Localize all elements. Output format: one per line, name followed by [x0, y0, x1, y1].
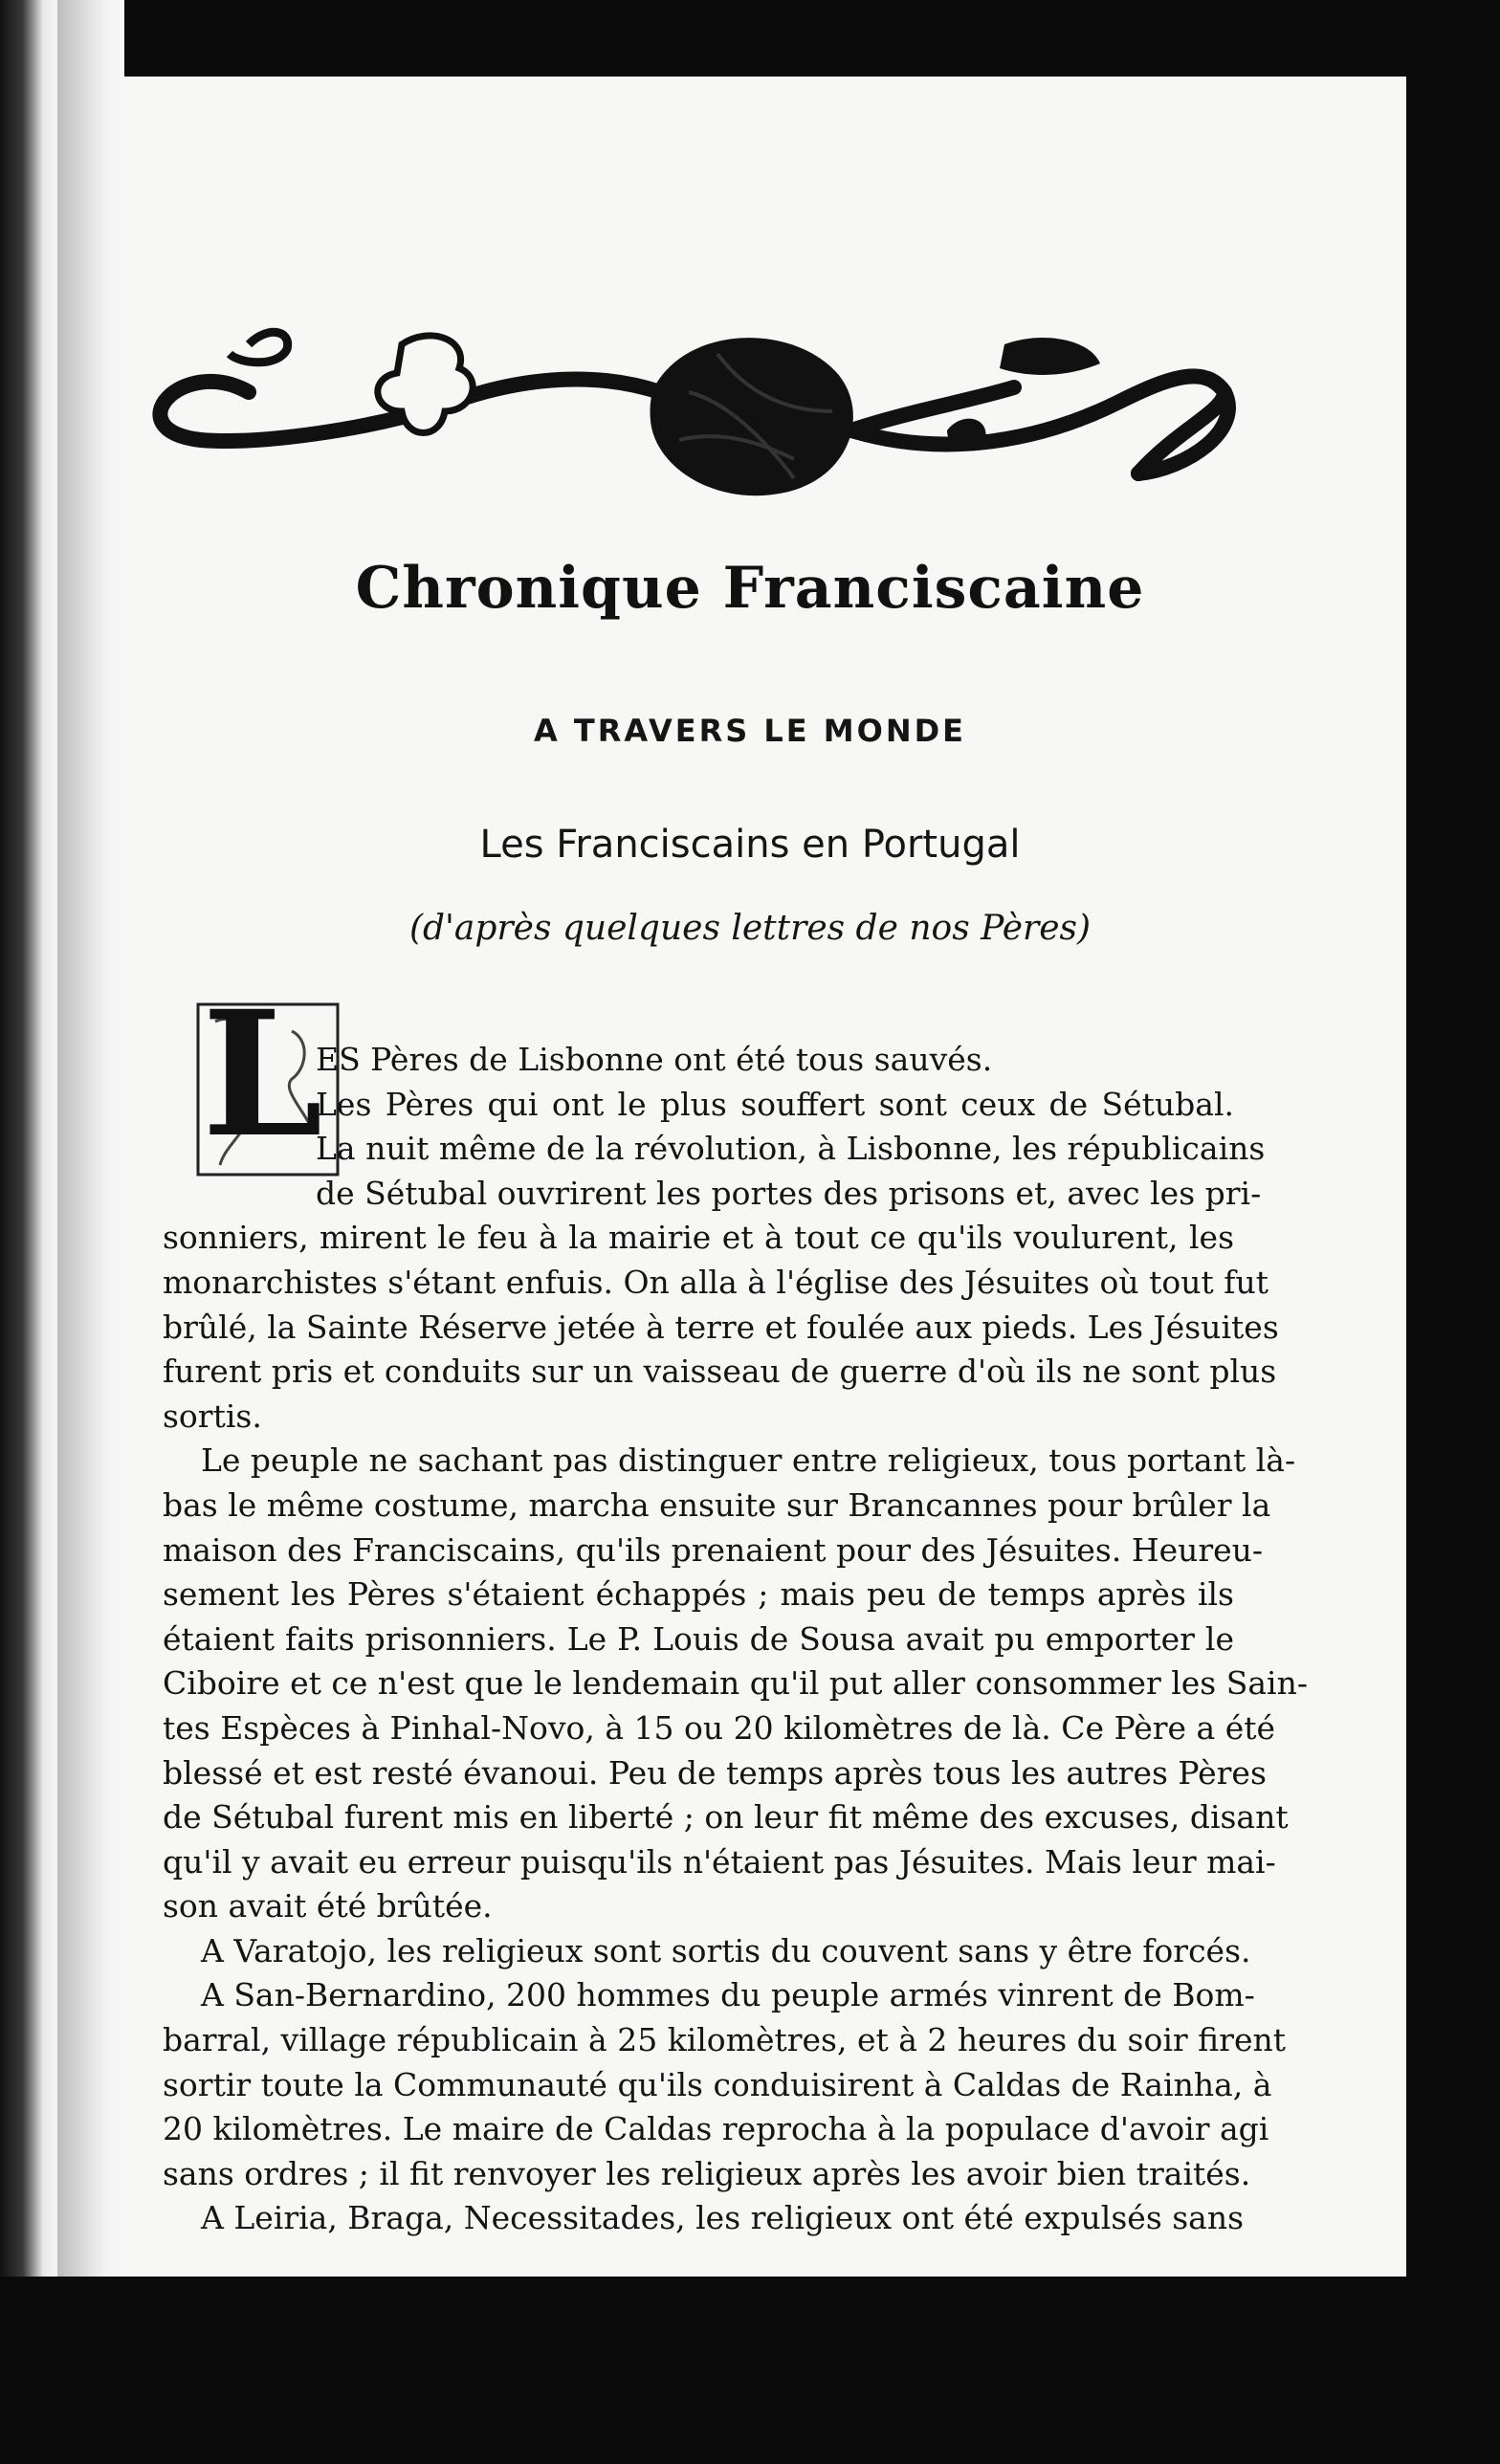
- paragraph: [163, 1929, 1251, 1974]
- section-heading: A TRAVERS LE MONDE: [533, 713, 967, 749]
- article-body: [163, 1038, 1308, 2241]
- page-title: Chronique Franciscaine: [355, 555, 1145, 622]
- text-line: furent pris et conduits sur un vaisseau de guerre d'où ils ne sont plus: [163, 1353, 1277, 1391]
- scan-border: [0, 2277, 1500, 2464]
- paragraph: [163, 2196, 1245, 2241]
- text-line: barral, village républicain à 25 kilomètres, et à 2 heures du soir firent: [163, 2021, 1286, 2059]
- text-line: étaient faits prisonniers. Le P. Louis de Sousa avait pu emporter le: [163, 1619, 1234, 1658]
- text-line: sement les Pères s'étaient échappés ; mais peu de temps après ils: [163, 1575, 1234, 1614]
- text-line: A Leiria, Braga, Necessitades, les religieux ont été expulsés sans: [201, 2199, 1245, 2237]
- text-line: 20 kilomètres. Le maire de Caldas reprocha à la populace d'avoir agi: [163, 2110, 1269, 2148]
- text-line: A San-Bernardino, 200 hommes du peuple armés vinrent de Bom-: [201, 1976, 1255, 2014]
- text-line: Ciboire et ce n'est que le lendemain qu'il put aller consommer les Sain-: [163, 1664, 1308, 1703]
- text-line: tes Espèces à Pinhal-Novo, à 15 ou 20 kilomètres de là. Ce Père a été: [163, 1708, 1276, 1747]
- text-line: Le peuple ne sachant pas distinguer entre religieux, tous portant là-: [201, 1441, 1296, 1480]
- text-line: sortir toute la Communauté qu'ils conduisirent à Caldas de Rainha, à: [163, 2065, 1272, 2103]
- book-edge: [0, 0, 57, 2464]
- article-subtitle: (d'après quelques lettres de nos Pères): [408, 909, 1092, 948]
- text-line: de Sétubal furent mis en liberté ; on leur fit même des excuses, disant: [163, 1798, 1289, 1837]
- paragraph: [163, 1973, 1286, 2196]
- dropcap-letter: L: [202, 974, 323, 1176]
- text-line: A Varatojo, les religieux sont sortis du couvent sans y être forcés.: [201, 1931, 1251, 1969]
- text-line: sortis.: [163, 1397, 262, 1435]
- text-line: La nuit même de la révolution, à Lisbonne, les républicains: [316, 1130, 1266, 1168]
- text-line: qu'il y avait eu erreur puisqu'ils n'étaient pas Jésuites. Mais leur mai-: [163, 1842, 1276, 1881]
- text-line: ES Pères de Lisbonne ont été tous sauvés.: [316, 1041, 993, 1078]
- text-line: monarchistes s'étant enfuis. On alla à l'église des Jésuites où tout fut: [163, 1263, 1269, 1301]
- text-line: brûlé, la Sainte Réserve jetée à terre et foulée aux pieds. Les Jésuites: [163, 1308, 1279, 1346]
- article-title: Les Franciscains en Portugal: [479, 823, 1021, 867]
- text-line: sonniers, mirent le feu à la mairie et à tout ce qu'ils voulurent, les: [163, 1219, 1234, 1257]
- text-line: blessé et est resté évanoui. Peu de temps après tous les autres Pères: [163, 1753, 1267, 1792]
- paragraph: [163, 1038, 1279, 1439]
- text-line: son avait été brûtée.: [163, 1887, 493, 1925]
- text-line: de Sétubal ouvrirent les portes des prisons et, avec les pri-: [316, 1174, 1262, 1212]
- text-line: maison des Franciscains, qu'ils prenaient pour des Jésuites. Heureu-: [163, 1530, 1264, 1569]
- paragraph: [163, 1439, 1308, 1929]
- text-line: bas le même costume, marcha ensuite sur Brancannes pour brûler la: [163, 1485, 1271, 1524]
- page-gutter: [57, 0, 124, 2464]
- text-line: Les Pères qui ont le plus souffert sont ceux de Sétubal.: [316, 1085, 1234, 1123]
- text-line: sans ordres ; il fit renvoyer les religieux après les avoir bien traités.: [163, 2154, 1251, 2192]
- floral-ornament-icon: [124, 287, 1291, 507]
